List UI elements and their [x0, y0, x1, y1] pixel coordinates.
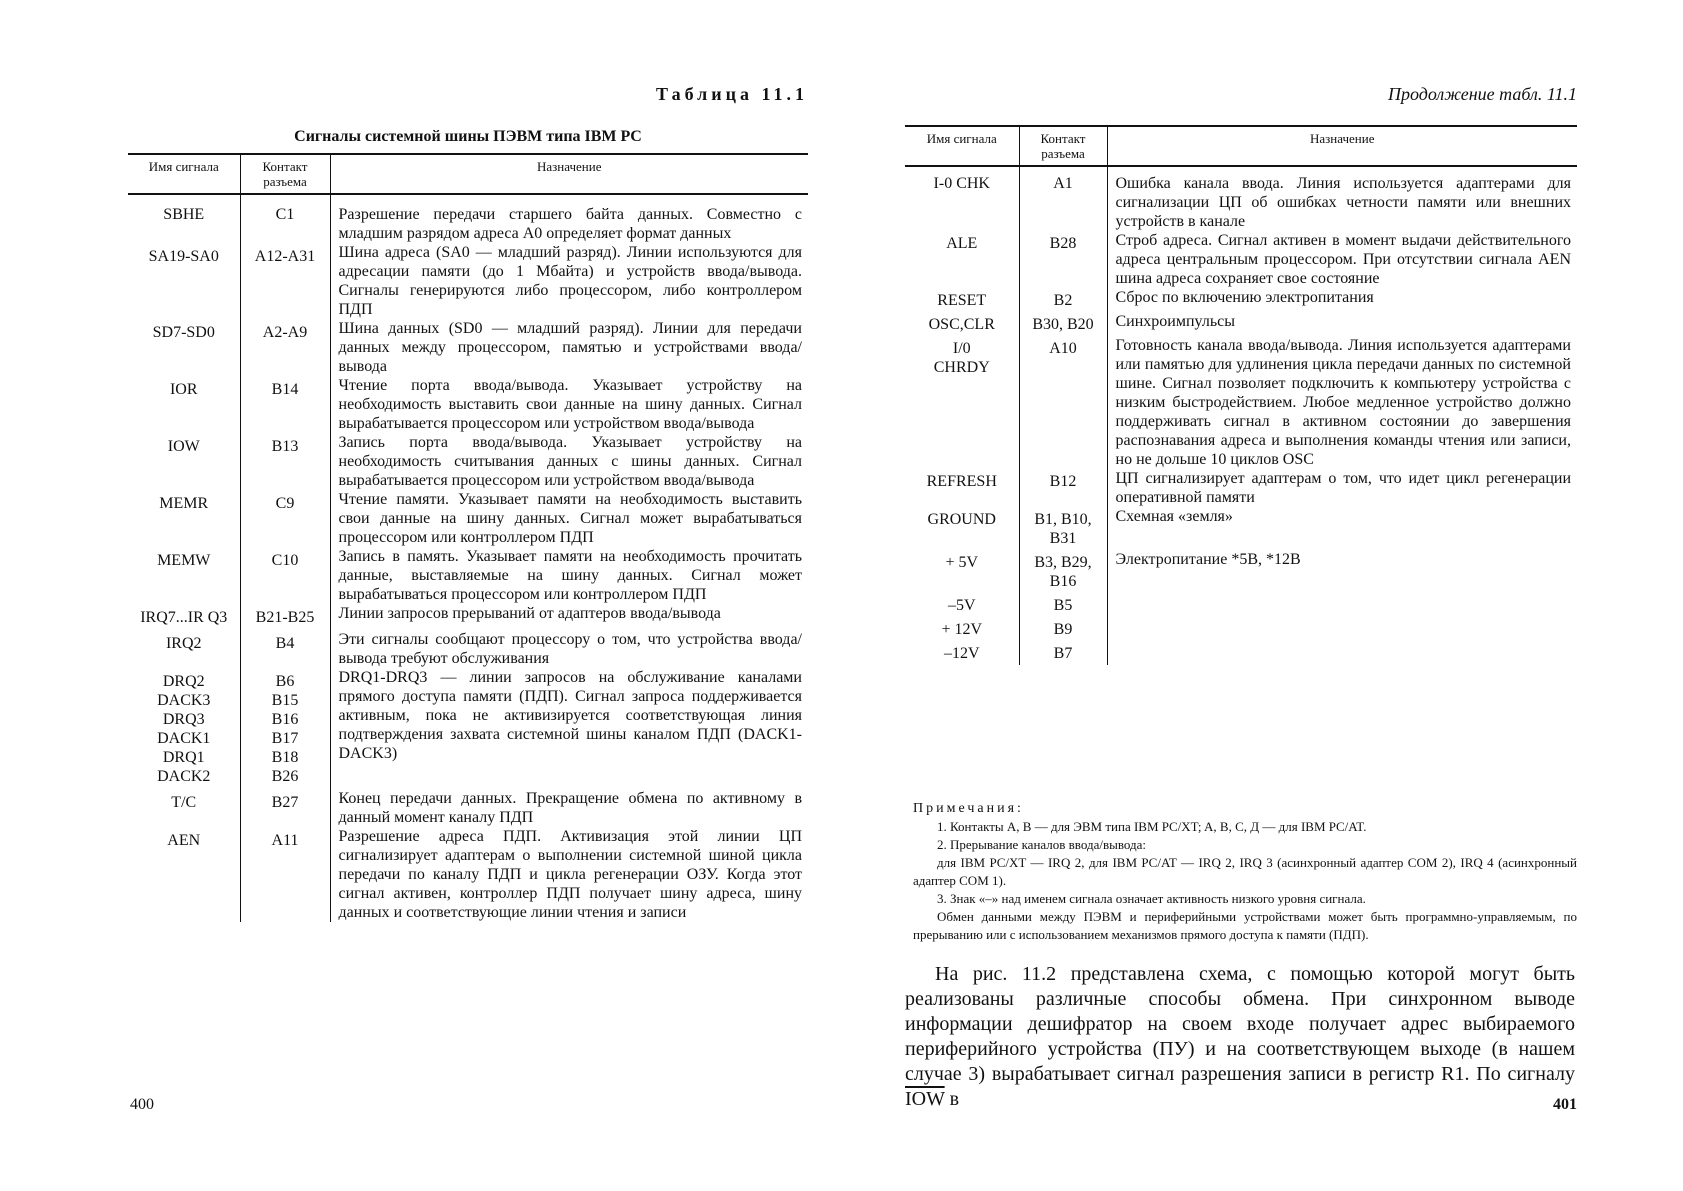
pin-cell: B9 [1019, 617, 1107, 641]
purpose-cell: Сброс по включению электропитания [1107, 288, 1577, 312]
notes-heading: Примечания: [913, 801, 1024, 816]
signal-name-cell: SA19-SA0 [148, 248, 219, 265]
table-row [128, 376, 808, 433]
purpose-cell: Конец передачи данных. Прекращение обмена по активному в данный момент каналу ПДП [330, 789, 808, 827]
signal-name-cell: T/C [171, 794, 197, 811]
pin-cell: B5 [1019, 593, 1107, 617]
table-row [128, 319, 808, 376]
pin-cell: B13 [240, 433, 330, 490]
table-row [905, 593, 1577, 617]
purpose-cell: Разрешение адреса ПДП. Активизация этой линии ЦП сигнализирует адаптерам о выполнении системной шиной цикла передачи по каналу ПДП и цикла регенерации ОЗУ. Когда этот сигнал активен, контроллер ПДП получает шину адреса, шину данных и соответствующие линии чтения и записи [330, 827, 808, 922]
signal-name-cell: DRQ2 DACK3 DRQ3 DACK1 DRQ1 DACK2 [157, 673, 211, 785]
note-item: 2. Прерывание каналов ввода/вывода: [937, 837, 1147, 852]
header-pin: Контакт разъема [1019, 126, 1107, 166]
table-row [128, 243, 808, 319]
signal-name-cell: IRQ7...IR Q3 [140, 609, 228, 626]
table-title: Сигналы системной шины ПЭВМ типа IBM PC [294, 128, 642, 145]
table-row [128, 827, 808, 922]
signal-name-cell: IRQ2 [165, 635, 202, 652]
pin-cell: A2-A9 [240, 319, 330, 376]
table-row [128, 433, 808, 490]
pin-cell: B3, B29, B16 [1019, 550, 1107, 593]
table-row [128, 490, 808, 547]
signal-name-cell: + 12V [941, 621, 983, 638]
pin-cell: B1, B10, B31 [1019, 507, 1107, 550]
table-row [905, 288, 1577, 312]
table-row [905, 641, 1577, 665]
signal-name-cell: + 5V [945, 554, 979, 571]
notes-block [913, 800, 1577, 944]
signal-rows-left [128, 194, 808, 922]
signal-name-cell: IOR [169, 381, 198, 398]
table-header-row [128, 154, 808, 194]
note-item: Обмен данными между ПЭВМ и периферийными устройствами может быть программно-управляемым, по прерыванию или с использованием механизмов прямого доступа к памяти (ПДП). [913, 909, 1577, 942]
signal-name-cell: RESET [937, 292, 987, 309]
purpose-cell [1107, 593, 1577, 617]
table-label: Таблица 11.1 [656, 84, 808, 104]
pin-cell: A12-A31 [240, 243, 330, 319]
header-purpose: Назначение [330, 154, 808, 194]
pin-cell: B27 [240, 789, 330, 827]
table-row [905, 507, 1577, 550]
body-text-part: На рис. 11.2 представлена схема, с помощью которой могут быть реализованы различные способы обмена. При синхронном выводе информации дешифратор на своем входе получает адрес выбираемого периферийного устройства (ПУ) и на соответствующем выходе (в нашем случае 3) вырабатывает сигнал разрешения записи в регистр R1. По сигналу [905, 963, 1575, 1085]
signal-table-left [128, 153, 808, 922]
purpose-cell: Чтение порта ввода/вывода. Указывает устройству на необходимость выставить свои данные на шину данных. Сигнал вырабатывается процессором или устройством ввода/вывода [330, 376, 808, 433]
signal-name-cell: SBHE [163, 206, 205, 223]
iow-signal-overlined: $\overline{IOW}$ [905, 1088, 945, 1110]
header-purpose: Назначение [1107, 126, 1577, 166]
pin-cell: C9 [240, 490, 330, 547]
signal-name-cell: I/0 CHRDY [933, 340, 990, 376]
signal-name-cell: AEN [167, 832, 201, 849]
pin-cell: A1 [1019, 166, 1107, 231]
purpose-cell: Синхроимпульсы [1107, 312, 1577, 336]
table-row [128, 604, 808, 630]
pin-cell: B30, B20 [1019, 312, 1107, 336]
signal-name-cell: GROUND [927, 511, 996, 528]
table-row [905, 469, 1577, 507]
pin-cell: C1 [240, 194, 330, 243]
signal-name-cell: MEMW [157, 552, 211, 569]
purpose-cell: ЦП сигнализирует адаптерам о том, что идет цикл регенерации оперативной памяти [1107, 469, 1577, 507]
table-row [905, 336, 1577, 469]
table-row [905, 550, 1577, 593]
purpose-cell: Линии запросов прерываний от адаптеров ввода/вывода [330, 604, 808, 630]
header-signal-name: Имя сигнала [128, 154, 240, 194]
note-item: 3. Знак «–» над именем сигнала означает активность низкого уровня сигнала. [937, 891, 1366, 906]
table-row [905, 312, 1577, 336]
page-number: 401 [1553, 1096, 1577, 1113]
purpose-cell: Схемная «земля» [1107, 507, 1577, 550]
purpose-cell: Чтение памяти. Указывает памяти на необходимость выставить свои данные на шину данных. Сигнал может вырабатываться процессором или контроллером ПДП [330, 490, 808, 547]
continuation-label: Продолжение табл. 11.1 [1387, 84, 1577, 104]
signal-name-cell: SD7-SD0 [152, 324, 215, 341]
purpose-cell: DRQ1-DRQ3 — линии запросов на обслуживание каналами прямого доступа памяти (ПДП). Сигнал запроса поддерживается активным, пока не активизируется соответствующая линия подтверждения захвата системной шины каналом ПДП (DACK1-DACK3) [330, 668, 808, 789]
signal-name-cell: OSC,CLR [928, 316, 995, 333]
table-row [128, 630, 808, 668]
signal-name-cell: I-0 CHK [933, 175, 990, 192]
signal-name-cell: ALE [946, 235, 978, 252]
table-row [905, 166, 1577, 231]
purpose-cell: Запись в память. Указывает памяти на необходимость прочитать данные, выставляемые на шину данных. Сигнал может вырабатываться процессором или контроллером ПДП [330, 547, 808, 604]
purpose-cell: Шина адреса (SA0 — младший разряд). Линии используются для адресации памяти (до 1 Мбайта) и устройств ввода/вывода. Сигналы генерируются либо процессором, либо контроллером ПДП [330, 243, 808, 319]
purpose-cell: Электропитание *5B, *12B [1107, 550, 1577, 593]
purpose-cell: Разрешение передачи старшего байта данных. Совместно с младшим разрядом адреса A0 определяет формат данных [330, 194, 808, 243]
signal-table-right [905, 125, 1577, 665]
purpose-cell [1107, 617, 1577, 641]
purpose-cell: Готовность канала ввода/вывода. Линия используется адаптерами или памятью для удлинения цикла передачи данных по системной шине. Сигнал позволяет подключить к компьютеру устройства с низким быстродействием. Любое медленное устройство должно поддерживать сигнал в активном состоянии до завершения распознавания адреса и выполнения команды чтения или записи, но не дольше 10 циклов OSC [1107, 336, 1577, 469]
purpose-cell: Запись порта ввода/вывода. Указывает устройству на необходимость считывания данных с шины данных. Сигнал вырабатывается процессором или устройством ввода/вывода [330, 433, 808, 490]
pin-cell: A11 [240, 827, 330, 922]
page-number: 400 [130, 1096, 154, 1113]
table-row [905, 617, 1577, 641]
signal-name-cell: –12V [943, 645, 980, 662]
purpose-cell [1107, 641, 1577, 665]
purpose-cell: Строб адреса. Сигнал активен в момент выдачи действительного адреса центральным процессором. При отсутствии сигнала AEN шина адреса сохраняет свое состояние [1107, 231, 1577, 288]
signal-name-cell: –5V [947, 597, 976, 614]
table-row [128, 789, 808, 827]
pin-cell: A10 [1019, 336, 1107, 469]
note-item: для IBM PC/XT — IRQ 2, для IBM PC/AT — IRQ 2, IRQ 3 (асинхронный адаптер COM 2), IRQ 4 (асинхронный адаптер COM 1). [913, 855, 1577, 888]
table-header-row [905, 126, 1577, 166]
body-paragraph [905, 962, 1575, 1112]
signal-name-cell: IOW [167, 438, 200, 455]
header-pin: Контакт разъема [240, 154, 330, 194]
pin-cell: B28 [1019, 231, 1107, 288]
signal-name-cell: MEMR [159, 495, 209, 512]
pin-cell: B21-B25 [240, 604, 330, 630]
signal-name-cell: REFRESH [926, 473, 997, 490]
purpose-cell: Ошибка канала ввода. Линия используется адаптерами для сигнализации ЦП об ошибках четности памяти или внешних устройств в канале [1107, 166, 1577, 231]
purpose-cell: Шина данных (SD0 — младший разряд). Линии для передачи данных между процессором, памятью и устройствами ввода/ вывода [330, 319, 808, 376]
header-signal-name: Имя сигнала [905, 126, 1019, 166]
pin-cell: B12 [1019, 469, 1107, 507]
table-row [905, 231, 1577, 288]
pin-cell: B4 [240, 630, 330, 668]
purpose-cell: Эти сигналы сообщают процессору о том, что устройства ввода/вывода требуют обслуживания [330, 630, 808, 668]
pin-cell: B14 [240, 376, 330, 433]
pin-cell: B7 [1019, 641, 1107, 665]
pin-cell: B2 [1019, 288, 1107, 312]
pin-cell: B6 B15 B16 B17 B18 B26 [240, 668, 330, 789]
table-row [128, 668, 808, 789]
pin-cell: C10 [240, 547, 330, 604]
table-row [128, 547, 808, 604]
body-text-part: в [944, 1088, 960, 1110]
signal-rows-right [905, 166, 1577, 665]
note-item: 1. Контакты A, B — для ЭВМ типа IBM PC/XT; A, B, C, Д — для IBM PC/AT. [937, 819, 1367, 834]
table-row [128, 194, 808, 243]
